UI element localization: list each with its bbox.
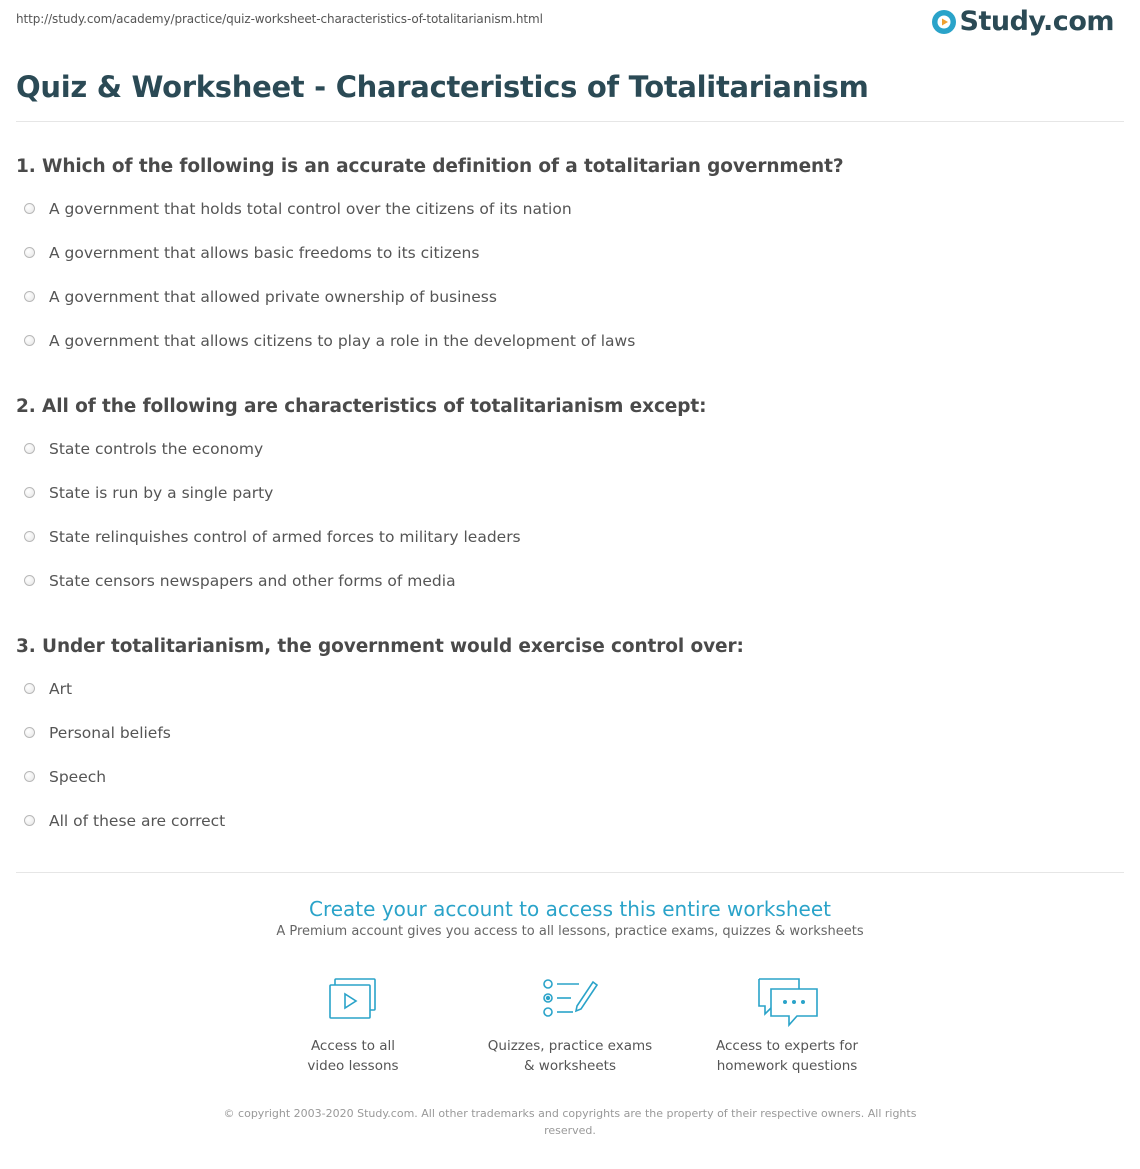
answer-label: A government that holds total control over the citizens of its nation — [49, 200, 572, 218]
study-logo[interactable] — [931, 6, 1114, 37]
copyright-footer: © copyright 2003-2020 Study.com. All other trademarks and copyrights are the property of their respective owners. All rights reserved. — [223, 1107, 917, 1137]
question-title: 1. Which of the following is an accurate definition of a totalitarian government? — [16, 156, 844, 177]
feature-label-line: Access to experts for — [715, 1038, 858, 1054]
quiz-checklist-icon — [541, 976, 599, 1022]
feature-quizzes — [462, 976, 679, 1076]
answer-label: State relinquishes control of armed forces to military leaders — [49, 528, 521, 546]
radio-button[interactable] — [24, 335, 35, 346]
radio-button[interactable] — [24, 291, 35, 302]
cta-link[interactable]: Create your account to access this entire worksheet — [309, 897, 831, 921]
answer-list — [16, 679, 1124, 855]
answer-label: A government that allows citizens to play a role in the development of laws — [49, 332, 636, 350]
radio-button[interactable] — [24, 203, 35, 214]
radio-button[interactable] — [24, 443, 35, 454]
answer-label: State censors newspapers and other forms of media — [49, 572, 456, 590]
cta-divider — [16, 872, 1124, 873]
answer-label: Personal beliefs — [49, 724, 171, 742]
video-lessons-icon — [327, 976, 379, 1022]
answer-label: All of these are correct — [49, 812, 226, 830]
feature-experts — [679, 976, 896, 1076]
answer-list — [16, 439, 1124, 615]
answer-list — [16, 199, 1124, 375]
question-2 — [16, 395, 1124, 615]
radio-button[interactable] — [24, 487, 35, 498]
feature-video-lessons — [245, 976, 462, 1076]
radio-button[interactable] — [24, 575, 35, 586]
radio-button[interactable] — [24, 771, 35, 782]
answer-option[interactable] — [16, 527, 1124, 571]
answer-option[interactable] — [16, 331, 1124, 375]
answer-label: Speech — [49, 768, 107, 786]
question-title: 2. All of the following are characteristics of totalitarianism except: — [16, 396, 707, 417]
feature-label-line: Access to all — [310, 1038, 396, 1054]
feature-list — [0, 976, 1140, 1076]
cta-subtitle: A Premium account gives you access to all lessons, practice exams, quizzes & worksheets — [276, 924, 864, 939]
radio-button[interactable] — [24, 815, 35, 826]
answer-option[interactable] — [16, 287, 1124, 331]
play-logo-icon — [931, 9, 957, 35]
answer-option[interactable] — [16, 483, 1124, 527]
question-1 — [16, 155, 1124, 375]
answer-option[interactable] — [16, 199, 1124, 243]
answer-option[interactable] — [16, 243, 1124, 287]
radio-button[interactable] — [24, 683, 35, 694]
chat-bubbles-icon — [755, 976, 819, 1028]
page-url: http://study.com/academy/practice/quiz-worksheet-characteristics-of-totalitarianism.html — [16, 12, 543, 26]
answer-option[interactable] — [16, 571, 1124, 615]
feature-label-line: homework questions — [716, 1058, 858, 1074]
answer-option[interactable] — [16, 723, 1124, 767]
radio-button[interactable] — [24, 531, 35, 542]
question-3 — [16, 635, 1124, 855]
answer-label: State controls the economy — [49, 440, 264, 458]
answer-label: State is run by a single party — [49, 484, 274, 502]
logo-text: Study.com — [959, 6, 1114, 37]
feature-label-line: & worksheets — [523, 1058, 616, 1074]
question-title: 3. Under totalitarianism, the government would exercise control over: — [16, 636, 744, 657]
answer-option[interactable] — [16, 679, 1124, 723]
feature-label-line: video lessons — [307, 1058, 399, 1074]
feature-label-line: Quizzes, practice exams — [487, 1038, 653, 1054]
answer-option[interactable] — [16, 439, 1124, 483]
answer-option[interactable] — [16, 767, 1124, 811]
radio-button[interactable] — [24, 247, 35, 258]
answer-label: A government that allowed private ownership of business — [49, 288, 497, 306]
answer-label: A government that allows basic freedoms to its citizens — [49, 244, 480, 262]
answer-option[interactable] — [16, 811, 1124, 855]
signup-cta — [0, 896, 1140, 939]
page-title: Quiz & Worksheet - Characteristics of Totalitarianism — [16, 70, 869, 104]
radio-button[interactable] — [24, 727, 35, 738]
title-divider — [16, 121, 1124, 122]
answer-label: Art — [49, 680, 73, 698]
